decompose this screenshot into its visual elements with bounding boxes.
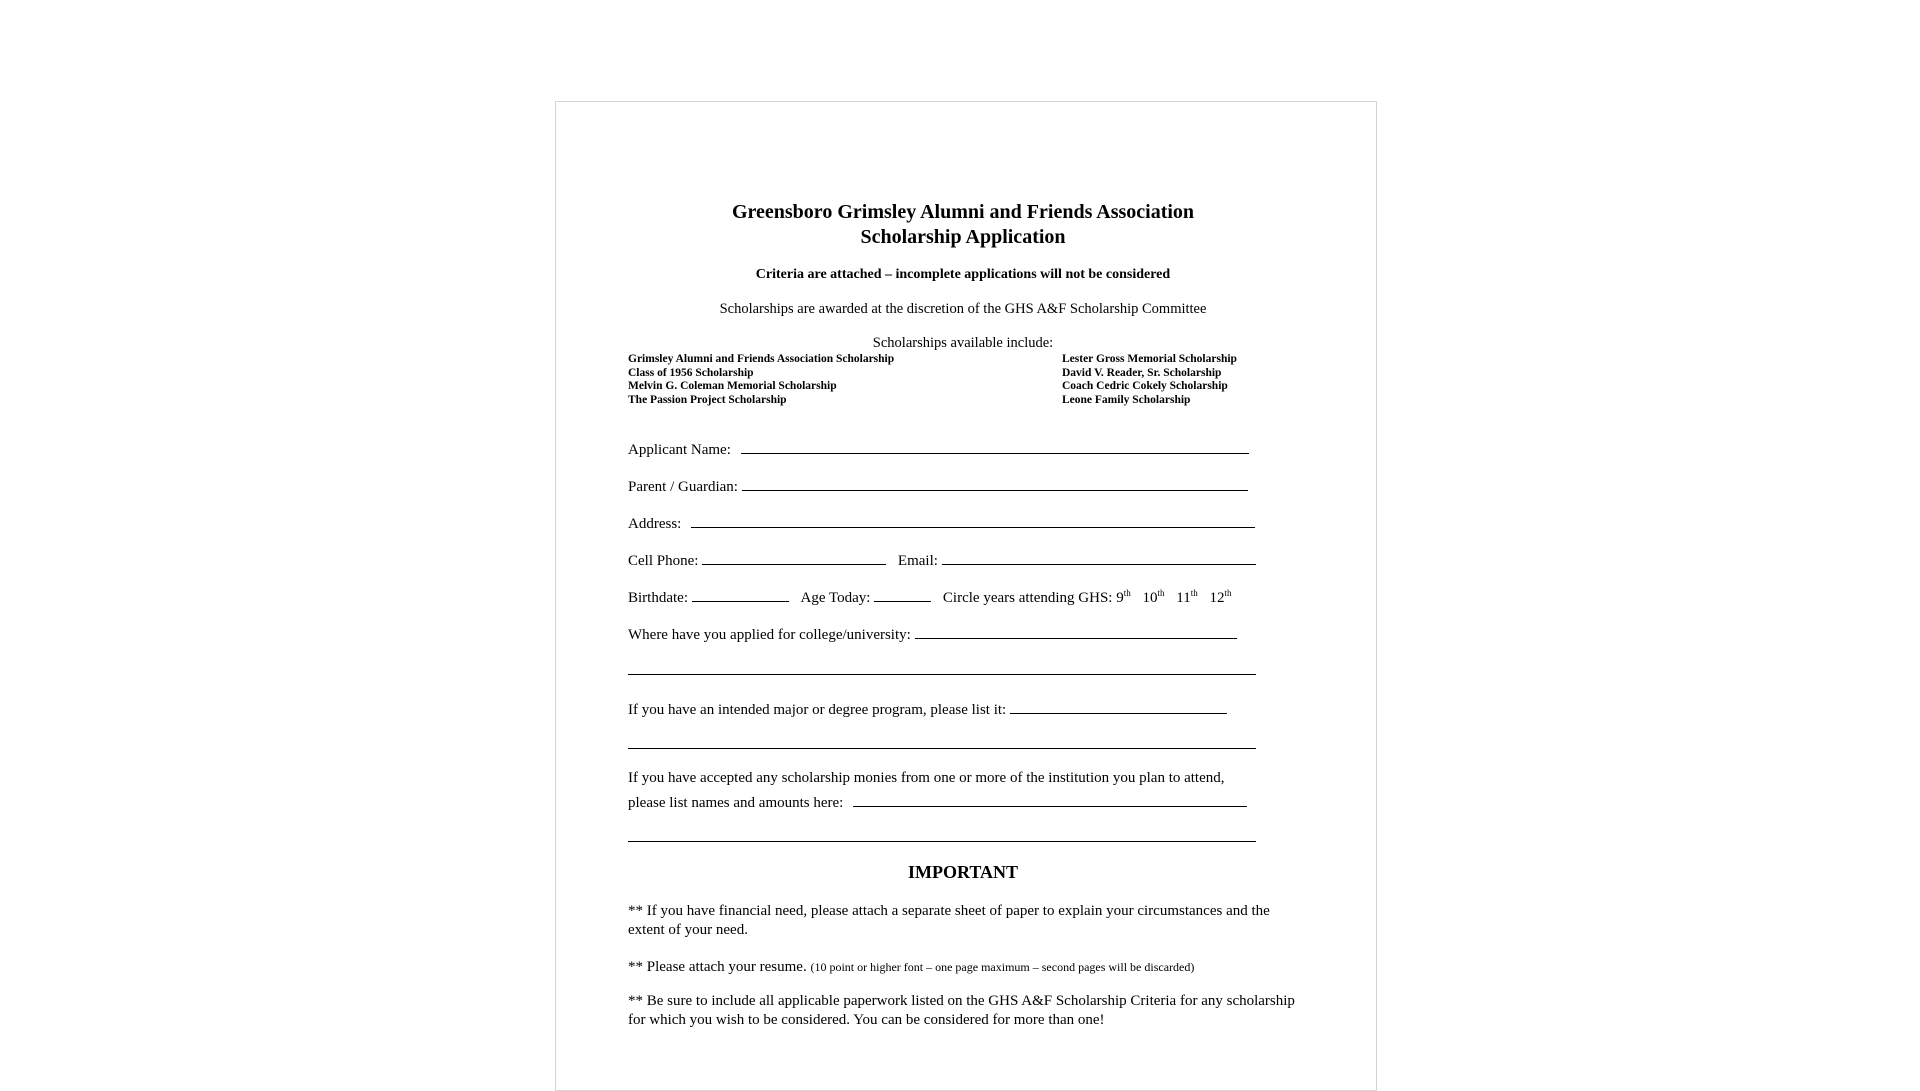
title-line-2: Scholarship Application bbox=[860, 226, 1066, 248]
birthdate-label: Birthdate: bbox=[628, 590, 688, 606]
age-today-field[interactable] bbox=[874, 584, 931, 602]
cell-phone-field[interactable] bbox=[702, 547, 886, 565]
scholarship-item: Grimsley Alumni and Friends Association Scholarship bbox=[628, 353, 895, 365]
criteria-notice: Criteria are attached – incomplete applications will not be considered bbox=[755, 267, 1171, 282]
scholarship-item: The Passion Project Scholarship bbox=[628, 394, 787, 407]
address-field[interactable] bbox=[691, 510, 1255, 528]
age-today-label: Age Today: bbox=[800, 590, 871, 606]
intended-major-field[interactable] bbox=[1010, 696, 1227, 714]
scholarship-monies-label: please list names and amounts here: bbox=[628, 795, 844, 811]
important-heading: IMPORTANT bbox=[907, 862, 1019, 882]
birthdate-field[interactable] bbox=[692, 584, 789, 602]
email-label: Email: bbox=[897, 553, 938, 569]
intended-major-label: If you have an intended major or degree program, please list it: bbox=[628, 702, 1007, 718]
scholarship-item: Leone Family Scholarship bbox=[1062, 394, 1191, 407]
intended-major-row bbox=[628, 696, 1227, 716]
scholarship-list-right bbox=[1062, 353, 1237, 408]
scholarship-item: Lester Gross Memorial Scholarship bbox=[1062, 353, 1237, 365]
discretion-notice: Scholarships are awarded at the discretion of the GHS A&F Scholarship Committee bbox=[719, 301, 1207, 317]
scholarship-item: Coach Cedric Cokely Scholarship bbox=[1062, 380, 1228, 393]
intended-major-extra-line[interactable] bbox=[628, 748, 1256, 749]
title-line-1: Greensboro Grimsley Alumni and Friends Association bbox=[731, 201, 1195, 223]
contact-row bbox=[628, 547, 1256, 567]
scholarship-monies-field[interactable] bbox=[853, 789, 1247, 807]
cell-phone-label: Cell Phone: bbox=[628, 553, 699, 569]
financial-need-note: ** If you have financial need, please attach a separate sheet of paper to explain your circumstances and the extent of your need. bbox=[628, 903, 1270, 938]
email-field[interactable] bbox=[942, 547, 1256, 565]
applicant-name-field[interactable] bbox=[741, 436, 1249, 454]
college-applied-row bbox=[628, 621, 1237, 641]
resume-note bbox=[628, 958, 1308, 977]
applicant-name-row bbox=[628, 436, 1249, 456]
scholarship-item: Melvin G. Coleman Memorial Scholarship bbox=[628, 380, 837, 393]
resume-note-main: ** Please attach your resume. bbox=[628, 959, 807, 975]
college-applied-label: Where have you applied for college/university: bbox=[628, 627, 911, 643]
address-row bbox=[628, 510, 1255, 530]
birthdate-row bbox=[628, 584, 1231, 604]
scholarship-item: David V. Reader, Sr. Scholarship bbox=[1062, 366, 1222, 379]
scholarship-monies-line-1: If you have accepted any scholarship monies from one or more of the institution you plan to attend, bbox=[628, 770, 1225, 786]
college-applied-field[interactable] bbox=[915, 621, 1237, 639]
grade-option-12[interactable]: 12th bbox=[1209, 588, 1232, 606]
college-applied-extra-line[interactable] bbox=[628, 674, 1256, 675]
scholarship-list-left bbox=[628, 353, 894, 408]
parent-guardian-field[interactable] bbox=[742, 473, 1248, 491]
document-title bbox=[628, 200, 1298, 250]
grade-option-9[interactable]: 9th bbox=[1116, 588, 1131, 606]
paperwork-note: ** Be sure to include all applicable paperwork listed on the GHS A&F Scholarship Criteria for any scholarship for which you wish to be considered. You can be considered for more than one! bbox=[628, 993, 1295, 1028]
scholarship-item: Class of 1956 Scholarship bbox=[628, 366, 754, 379]
address-label: Address: bbox=[628, 516, 682, 532]
scholarship-monies-extra-line[interactable] bbox=[628, 841, 1256, 842]
document-page bbox=[555, 101, 1377, 1091]
scholarships-available-heading: Scholarships available include: bbox=[872, 335, 1054, 351]
scholarship-monies-row bbox=[628, 789, 1247, 809]
applicant-name-label: Applicant Name: bbox=[628, 442, 731, 458]
resume-note-detail: (10 point or higher font – one page maximum – second pages will be discarded) bbox=[810, 960, 1195, 974]
grade-option-11[interactable]: 11th bbox=[1176, 588, 1198, 606]
parent-guardian-label: Parent / Guardian: bbox=[628, 479, 738, 495]
grade-option-10[interactable]: 10th bbox=[1142, 588, 1165, 606]
parent-guardian-row bbox=[628, 473, 1248, 493]
circle-years-label: Circle years attending GHS: bbox=[942, 590, 1113, 606]
